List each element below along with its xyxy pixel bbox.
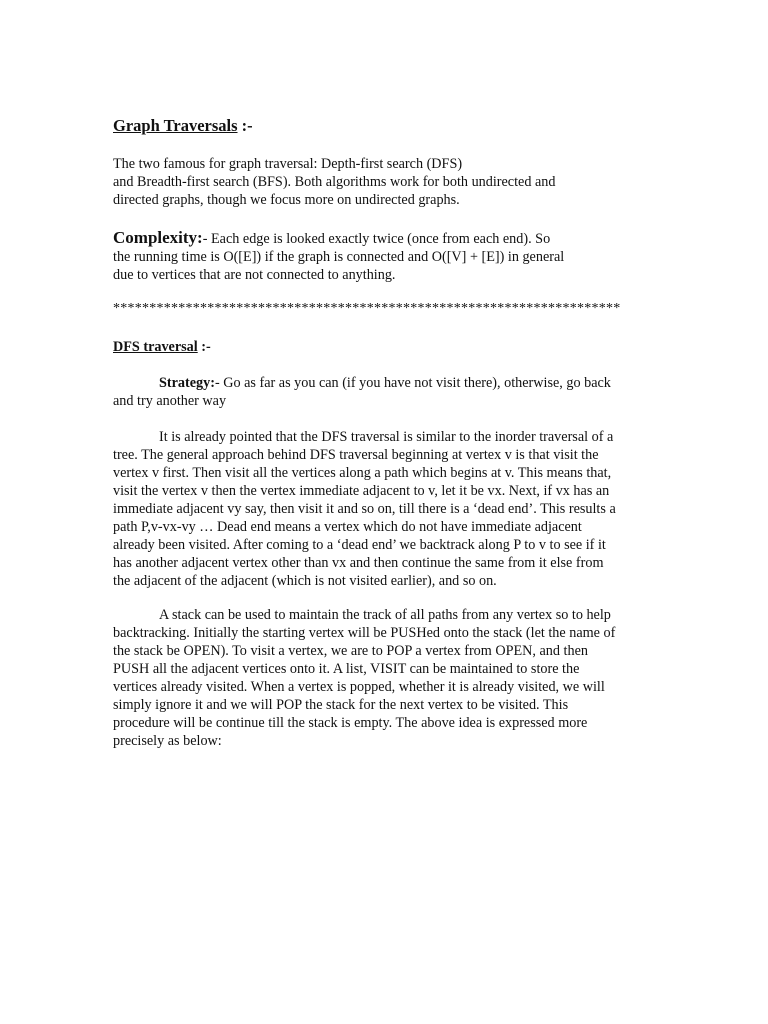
para1-line-7: already been visited. After coming to a ‘dead end’ we backtrack along P to v to see if it <box>113 537 606 553</box>
complexity-first-text: - Each edge is looked exactly twice (once from each end). So <box>202 231 551 247</box>
para2-line-8: precisely as below: <box>113 733 222 749</box>
complexity-line-2: the running time is O([E]) if the graph is connected and O([V] + [E]) in general <box>113 249 565 265</box>
para2-line-1: A stack can be used to maintain the track of all paths from any vertex so to help <box>159 607 611 623</box>
para2-line-3: the stack be OPEN). To visit a vertex, we are to POP a vertex from OPEN, and then <box>113 643 588 659</box>
para2-line-4: PUSH all the adjacent vertices onto it. A list, VISIT can be maintained to store the <box>113 661 580 677</box>
intro-line-3: directed graphs, though we focus more on undirected graphs. <box>113 192 460 208</box>
strategy-line-2: and try another way <box>113 393 227 409</box>
para2-line-5: vertices already visited. When a vertex is popped, whether it is already visited, we will <box>113 679 605 695</box>
strategy-first-text: - Go as far as you can (if you have not visit there), otherwise, go back <box>214 375 611 391</box>
strategy-line-1 <box>159 374 611 392</box>
dfs-heading-suffix: :- <box>197 339 211 355</box>
para1-line-1: It is already pointed that the DFS traversal is similar to the inorder traversal of a <box>159 429 614 445</box>
complexity-line-1 <box>113 229 550 248</box>
complexity-line-3: due to vertices that are not connected to anything. <box>113 267 396 283</box>
strategy-label: Strategy: <box>159 375 215 391</box>
para1-line-4: visit the vertex v then the vertex immediate adjacent to v, let it be vx. Next, if vx has an <box>113 483 610 499</box>
intro-line-2: and Breadth-first search (BFS). Both algorithms work for both undirected and <box>113 174 556 190</box>
title-text: Graph Traversals <box>113 116 238 135</box>
title-suffix: :- <box>237 116 253 135</box>
asterisk-separator: ********************************************************************** <box>113 301 621 316</box>
para1-line-2: tree. The general approach behind DFS traversal beginning at vertex v is that visit the <box>113 447 599 463</box>
dfs-heading-text: DFS traversal <box>113 339 198 355</box>
para2-line-7: procedure will be continue till the stack is empty. The above idea is expressed more <box>113 715 588 731</box>
para2-line-6: simply ignore it and we will POP the stack for the next vertex to be visited. This <box>113 697 569 713</box>
para1-line-8: has another adjacent vertex other than vx and then continue the same from it else from <box>113 555 604 571</box>
dfs-heading <box>113 338 211 356</box>
para1-line-9: the adjacent of the adjacent (which is not visited earlier), and so on. <box>113 573 497 589</box>
para1-line-6: path P,v-vx-vy … Dead end means a vertex which do not have immediate adjacent <box>113 519 582 535</box>
intro-line-1: The two famous for graph traversal: Depth-first search (DFS) <box>113 156 463 172</box>
complexity-label: Complexity: <box>113 228 203 247</box>
para1-line-5: immediate adjacent vy say, then visit it and so on, till there is a ‘dead end’. This results a <box>113 501 616 517</box>
para2-line-2: backtracking. Initially the starting vertex will be PUSHed onto the stack (let the name of <box>113 625 616 641</box>
page-title <box>113 116 253 136</box>
para1-line-3: vertex v first. Then visit all the vertices along a path which begins at v. This means that, <box>113 465 612 481</box>
